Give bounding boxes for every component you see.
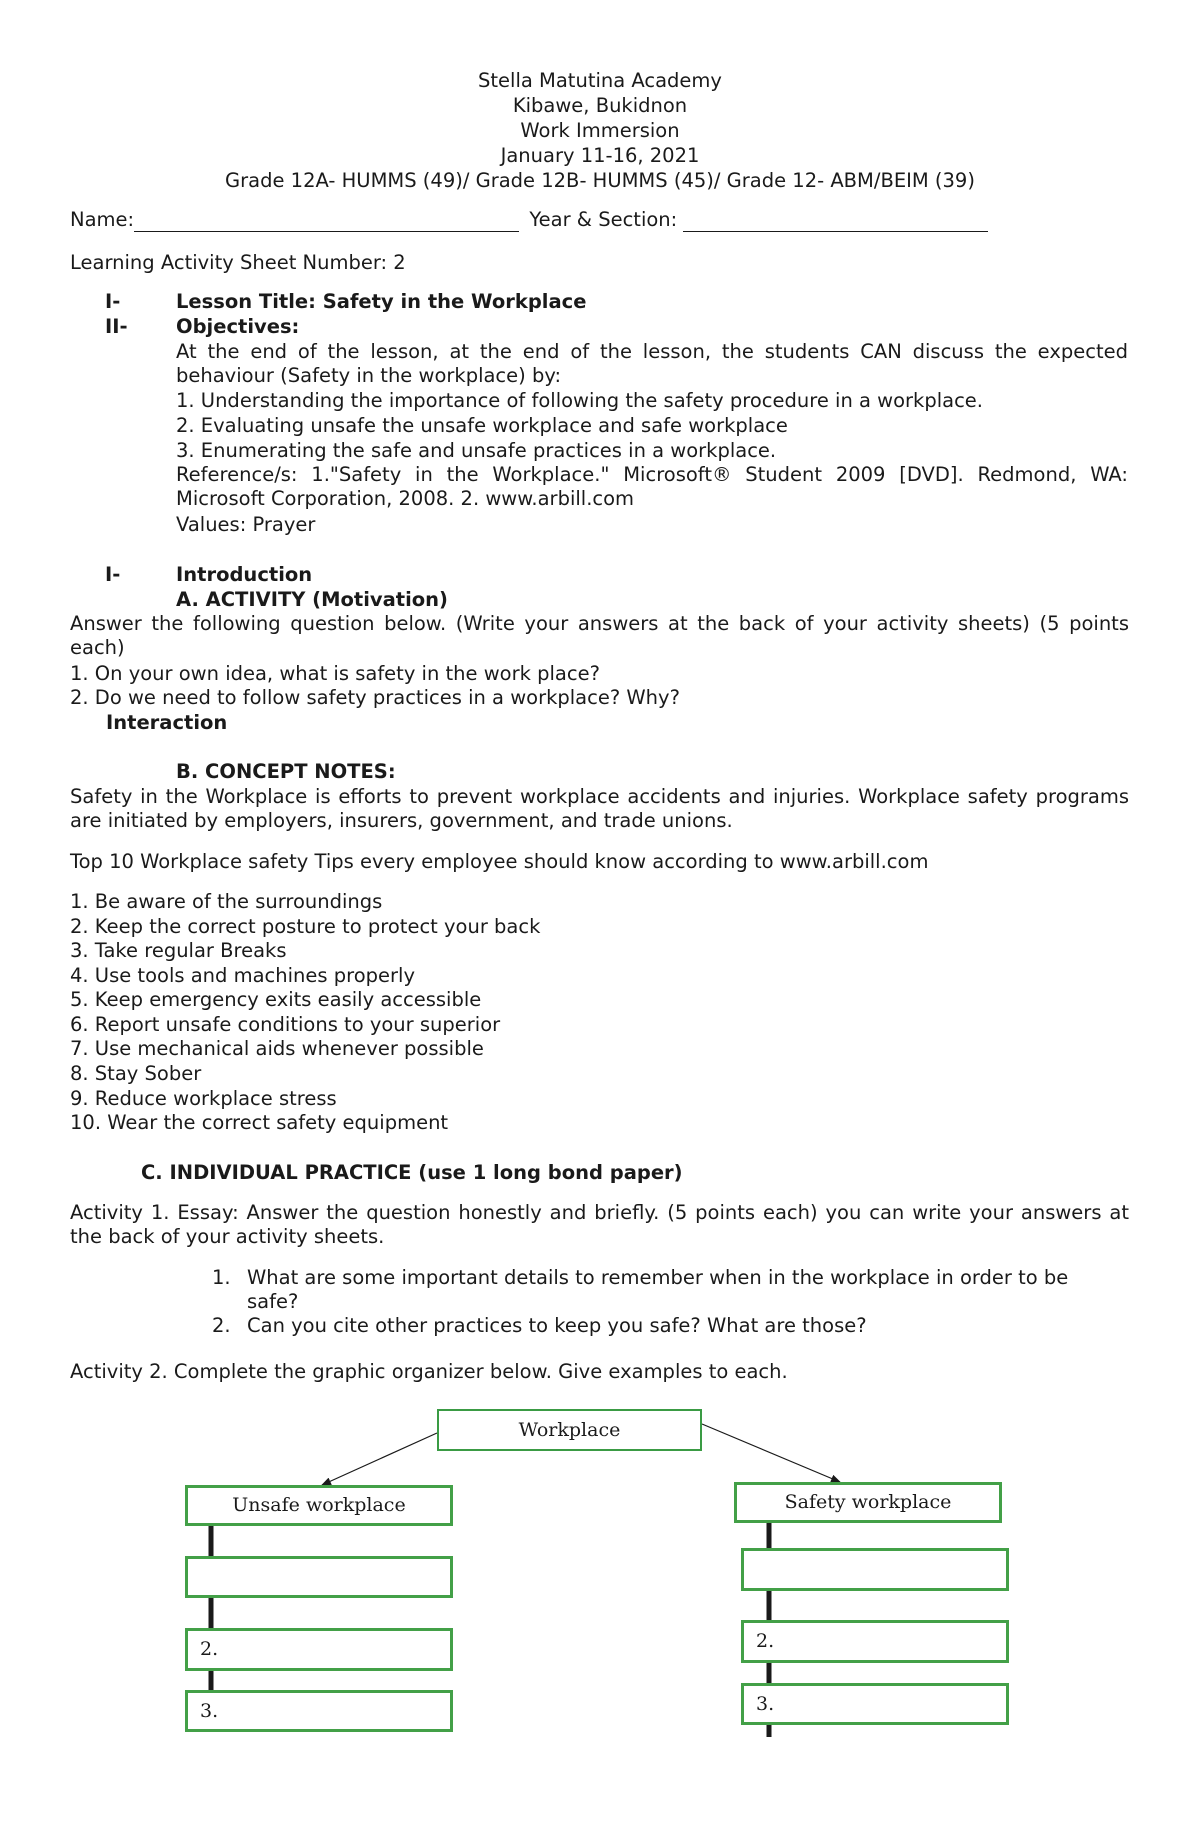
program-dates: January 11-16, 2021: [500, 144, 700, 167]
name-label: Name:: [70, 208, 135, 231]
unsafe-example-box-1[interactable]: [185, 1556, 453, 1598]
section-number-1: I-: [105, 290, 121, 313]
safety-example-box-1[interactable]: [741, 1548, 1009, 1591]
practice-heading: C. INDIVIDUAL PRACTICE (use 1 long bond paper): [141, 1161, 683, 1184]
tip-item: 6. Report unsafe conditions to your superior: [70, 1013, 501, 1036]
activity-instruction: Answer the following question below. (Write your answers at the back of your activity sheets) (5 points each): [70, 612, 1129, 659]
objectives-heading: Objectives:: [176, 315, 300, 338]
sheet-number: Learning Activity Sheet Number: 2: [70, 251, 406, 274]
tip-item: 2. Keep the correct posture to protect your back: [70, 915, 541, 938]
safety-example-box-2[interactable]: 2.: [741, 1620, 1009, 1663]
school-location: Kibawe, Bukidnon: [512, 94, 688, 117]
essay-question: Can you cite other practices to keep you safe? What are those?: [247, 1314, 867, 1337]
objectives-intro: At the end of the lesson, at the end of the lesson, the students CAN discuss the expected behaviour (Safety in the workplace) by:: [176, 340, 1128, 387]
program-name: Work Immersion: [520, 119, 680, 142]
activity1-instruction: Activity 1. Essay: Answer the question honestly and briefly. (5 points each) you can write your answers at the back of your activity sheets.: [70, 1201, 1129, 1248]
introduction-heading: Introduction: [176, 563, 313, 586]
tip-item: 3. Take regular Breaks: [70, 939, 287, 962]
objective-item: 3. Enumerating the safe and unsafe practices in a workplace.: [176, 439, 777, 462]
interaction-heading: Interaction: [106, 711, 228, 734]
section-number-3: I-: [105, 563, 121, 586]
arrow-to-unsafe: [322, 1433, 437, 1485]
school-name: Stella Matutina Academy: [478, 69, 722, 92]
year-section-label: Year & Section:: [529, 208, 678, 231]
essay-question: What are some important details to remember when in the workplace in order to be safe?: [247, 1266, 1069, 1313]
tip-item: 10. Wear the correct safety equipment: [70, 1111, 449, 1134]
concept-paragraph: Safety in the Workplace is efforts to prevent workplace accidents and injuries. Workplace safety programs are initiated by employers, insurers, government, and trade unions.: [70, 785, 1129, 832]
tip-item: 7. Use mechanical aids whenever possible: [70, 1037, 484, 1060]
reference: Reference/s: 1."Safety in the Workplace." Microsoft® Student 2009 [DVD]. Redmond, WA: Microsoft Corporation, 2008. 2. www.arbill.com: [176, 463, 1128, 510]
grade-sections: Grade 12A- HUMMS (49)/ Grade 12B- HUMMS (45)/ Grade 12- ABM/BEIM (39): [225, 169, 975, 192]
motivation-question: 1. On your own idea, what is safety in the work place?: [70, 662, 600, 685]
tip-item: 9. Reduce workplace stress: [70, 1087, 337, 1110]
objective-item: 1. Understanding the importance of following the safety procedure in a workplace.: [176, 389, 984, 412]
lesson-title: Lesson Title: Safety in the Workplace: [176, 290, 587, 313]
tip-item: 5. Keep emergency exits easily accessible: [70, 988, 482, 1011]
unsafe-example-box-2[interactable]: 2.: [185, 1628, 453, 1671]
tip-item: 8. Stay Sober: [70, 1062, 202, 1085]
essay-question-number: 1.: [212, 1266, 231, 1289]
tip-item: 1. Be aware of the surroundings: [70, 890, 383, 913]
values: Values: Prayer: [176, 513, 316, 536]
concept-notes-heading: B. CONCEPT NOTES:: [176, 760, 396, 783]
activity-heading: A. ACTIVITY (Motivation): [176, 588, 448, 611]
arrow-to-safety: [702, 1424, 840, 1482]
unsafe-example-box-3[interactable]: 3.: [185, 1690, 453, 1732]
tip-item: 4. Use tools and machines properly: [70, 964, 416, 987]
objective-item: 2. Evaluating unsafe the unsafe workplace and safe workplace: [176, 414, 788, 437]
safety-workplace-box: Safety workplace: [734, 1482, 1002, 1523]
activity2-instruction: Activity 2. Complete the graphic organizer below. Give examples to each.: [70, 1360, 788, 1383]
essay-question-number: 2.: [212, 1314, 231, 1337]
unsafe-workplace-box: Unsafe workplace: [185, 1485, 453, 1526]
tips-intro: Top 10 Workplace safety Tips every employee should know according to www.arbill.com: [70, 850, 929, 873]
motivation-question: 2. Do we need to follow safety practices in a workplace? Why?: [70, 686, 680, 709]
workplace-root-box: Workplace: [437, 1409, 702, 1451]
safety-example-box-3[interactable]: 3.: [741, 1683, 1009, 1725]
section-number-2: II-: [105, 315, 128, 338]
